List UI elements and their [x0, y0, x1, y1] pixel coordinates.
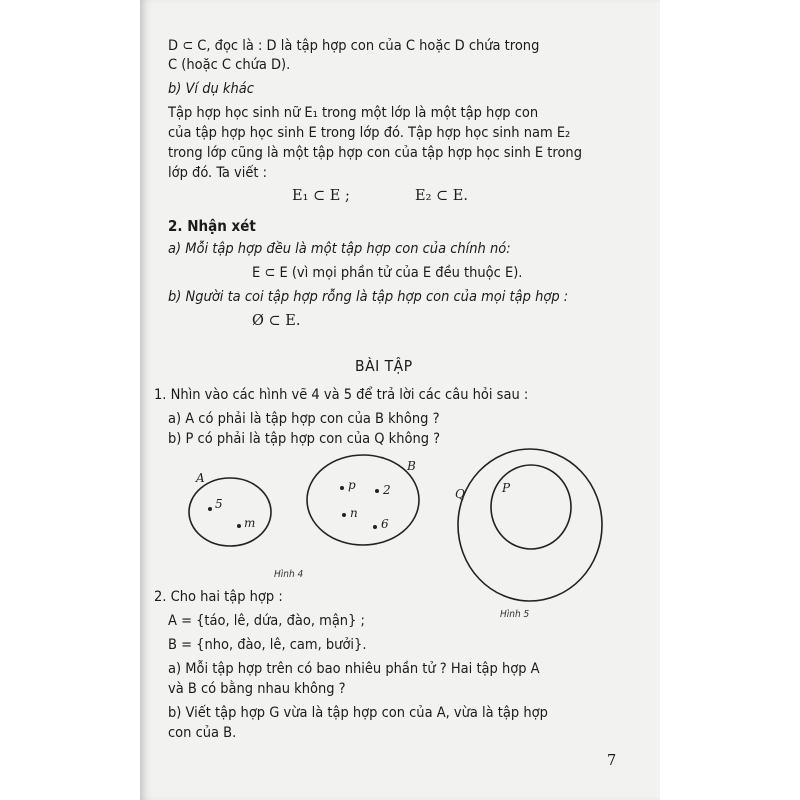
exercise-2b-cont: con của B. — [168, 725, 237, 741]
text-line: D ⊂ C, đọc là : D là tập hợp con của C hoặc D chứa trong — [168, 38, 540, 54]
exercise-1b: b) P có phải là tập hợp con của Q không ? — [168, 431, 441, 447]
set-b-element: n — [350, 506, 358, 520]
set-b-label: B — [407, 459, 416, 473]
page-number: 7 — [607, 753, 617, 769]
exercise-2b: b) Viết tập hợp G vừa là tập hợp con của A, vừa là tập hợp — [168, 705, 548, 721]
figure-5-caption: Hình 5 — [500, 609, 530, 620]
set-a-point-5 — [208, 507, 212, 511]
text-line: của tập hợp học sinh E trong lớp đó. Tập hợp học sinh nam E₂ — [168, 125, 571, 141]
set-b-point-p — [340, 486, 344, 490]
text-line: Tập hợp học sinh nữ E₁ trong một lớp là một tập hợp con — [168, 105, 539, 121]
exercise-1: 1. Nhìn vào các hình vẽ 4 và 5 để trả lời các câu hỏi sau : — [154, 387, 529, 403]
set-p-label: P — [502, 481, 511, 495]
set-a-point-m — [237, 524, 241, 528]
set-a-definition: A = {táo, lê, dứa, đào, mận} ; — [168, 613, 365, 629]
exercises-title: BÀI TẬP — [355, 357, 413, 375]
set-a-ellipse — [189, 478, 271, 546]
set-a-element: m — [244, 516, 256, 530]
set-b-point-6 — [373, 525, 377, 529]
formula-e-subset-e: E ⊂ E (vì mọi phần tử của E đều thuộc E). — [252, 265, 523, 281]
textbook-page — [140, 0, 660, 800]
text-line: trong lớp cũng là một tập hợp con của tập hợp học sinh E trong — [168, 145, 582, 161]
set-b-point-2 — [375, 489, 379, 493]
figure-5 — [455, 450, 615, 610]
remark-b: b) Người ta coi tập hợp rỗng là tập hợp con của mọi tập hợp : — [168, 289, 569, 305]
set-b-ellipse — [307, 455, 419, 545]
set-a-element: 5 — [215, 497, 223, 511]
formula-e1: E₁ ⊂ E ; — [292, 188, 350, 204]
formula-e2: E₂ ⊂ E. — [415, 188, 468, 204]
set-p-ellipse — [491, 465, 571, 549]
text-line: C (hoặc C chứa D). — [168, 57, 291, 73]
formula-empty-subset: Ø ⊂ E. — [252, 313, 301, 329]
set-q-ellipse — [458, 449, 602, 601]
set-q-label: Q — [455, 487, 465, 501]
set-b-definition: B = {nho, đào, lê, cam, bưởi}. — [168, 637, 367, 653]
remark-a: a) Mỗi tập hợp đều là một tập hợp con của chính nó: — [168, 241, 511, 257]
set-b-element: p — [348, 478, 356, 492]
set-a-label: A — [196, 471, 205, 485]
exercise-1a: a) A có phải là tập hợp con của B không ? — [168, 411, 440, 427]
exercise-2a-cont: và B có bằng nhau không ? — [168, 681, 346, 697]
set-b-point-n — [342, 513, 346, 517]
exercise-2a: a) Mỗi tập hợp trên có bao nhiêu phần tử ? Hai tập hợp A — [168, 661, 540, 677]
set-b-element: 2 — [383, 483, 391, 497]
figure-4-caption: Hình 4 — [274, 569, 304, 580]
section-heading-remarks: 2. Nhận xét — [168, 217, 256, 235]
set-b-element: 6 — [381, 517, 389, 531]
subheading-example: b) Ví dụ khác — [168, 81, 254, 97]
text-line: lớp đó. Ta viết : — [168, 165, 268, 181]
exercise-2: 2. Cho hai tập hợp : — [154, 589, 283, 605]
